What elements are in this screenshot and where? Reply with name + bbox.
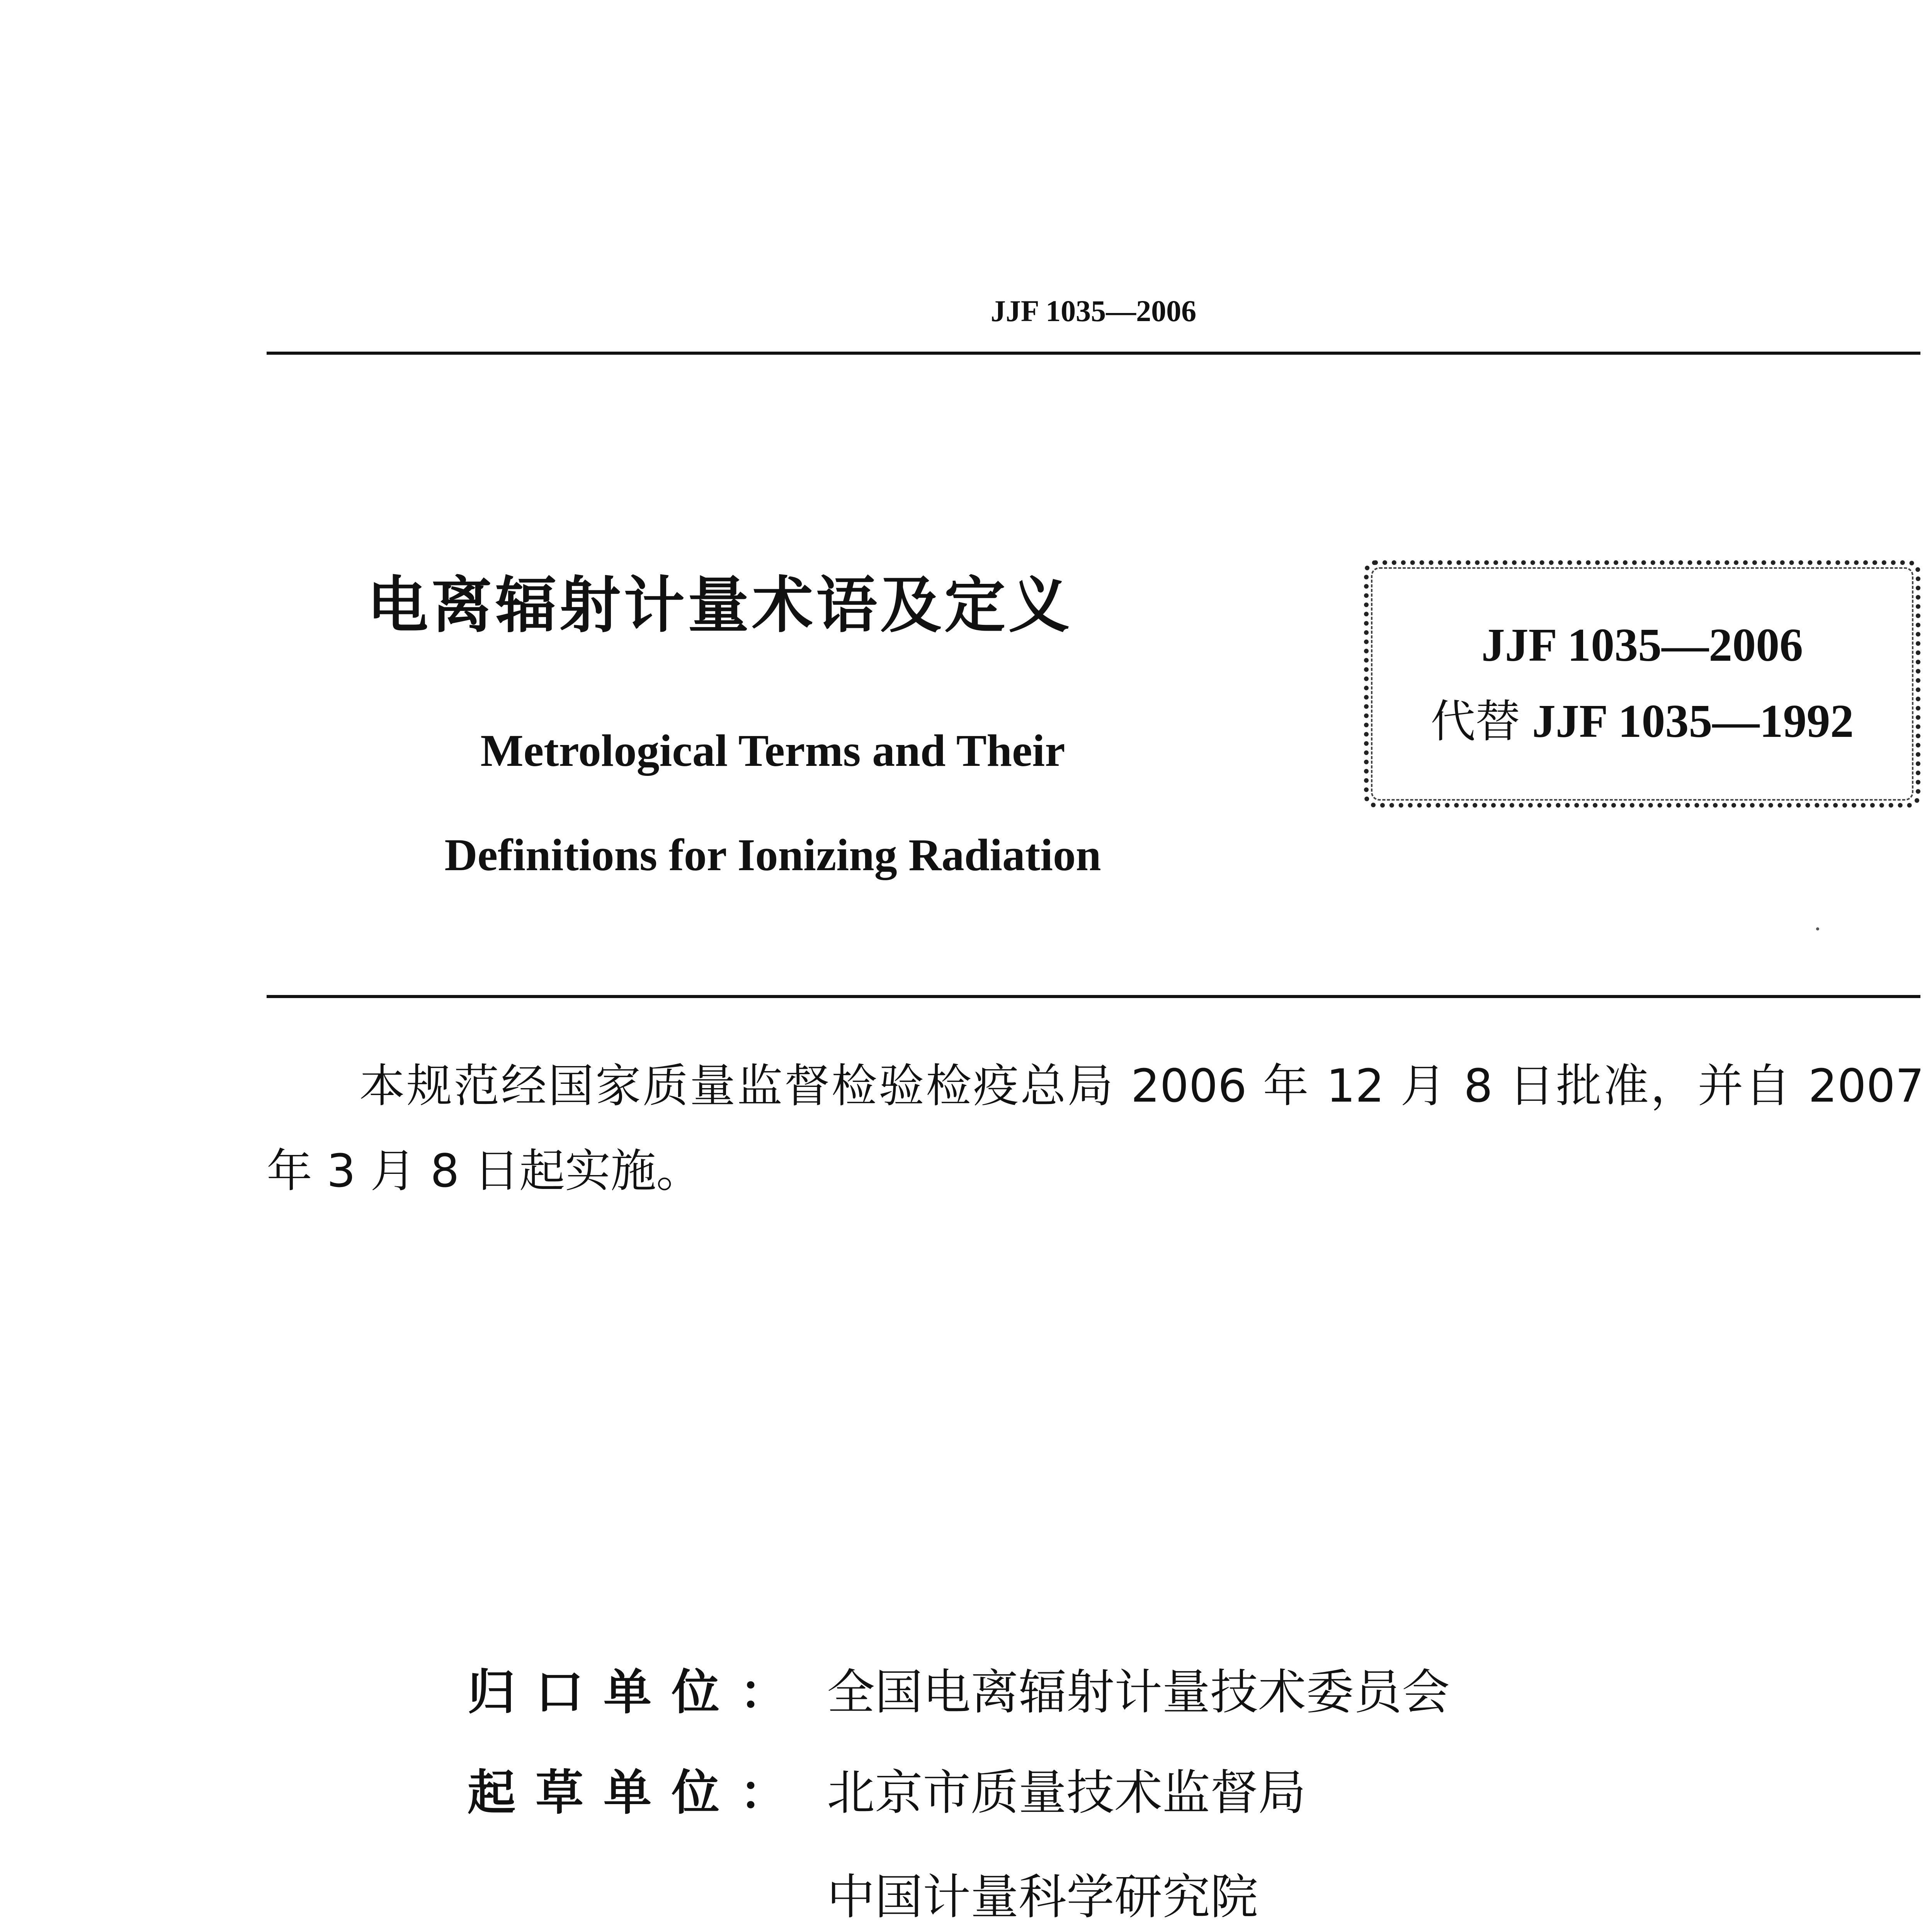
section-rule (267, 995, 1920, 998)
standard-number-box (1364, 560, 1920, 808)
drafting-unit-row (468, 1754, 1306, 1823)
approval-text: 本规范经国家质量监督检验检疫总局 2006 年 12 月 8 日批准，并自 2007 年 3 月 8 日起实施。 (267, 1059, 1924, 1197)
scan-speck (1816, 927, 1819, 930)
title-english-line2: Definitions for Ionizing Radiation (444, 830, 1101, 880)
drafting-unit-value: 中国计量科学研究院 (827, 1869, 1259, 1925)
page-header-code: JJF 1035—2006 (990, 294, 1197, 328)
replaces-code: JJF 1035—1992 (1532, 695, 1854, 747)
responsible-unit-row (468, 1654, 1450, 1723)
standard-number-box-inner (1371, 567, 1913, 801)
standard-number: JJF 1035—2006 (1481, 619, 1803, 671)
title-english-line1: Metrological Terms and Their (480, 725, 1065, 776)
title-chinese: 电离辐射计量术语及定义 (367, 570, 1073, 641)
responsible-unit-value: 全国电离辐射计量技术委员会 (827, 1665, 1450, 1720)
drafting-unit-label: 起草单位： (468, 1765, 808, 1821)
header-rule (267, 352, 1920, 355)
replaces-prefix: 代替 (1430, 695, 1520, 748)
replaces-line (1431, 685, 1854, 750)
drafting-unit-value: 北京市质量技术监督局 (827, 1765, 1306, 1821)
responsible-unit-label: 归口单位： (468, 1665, 808, 1720)
